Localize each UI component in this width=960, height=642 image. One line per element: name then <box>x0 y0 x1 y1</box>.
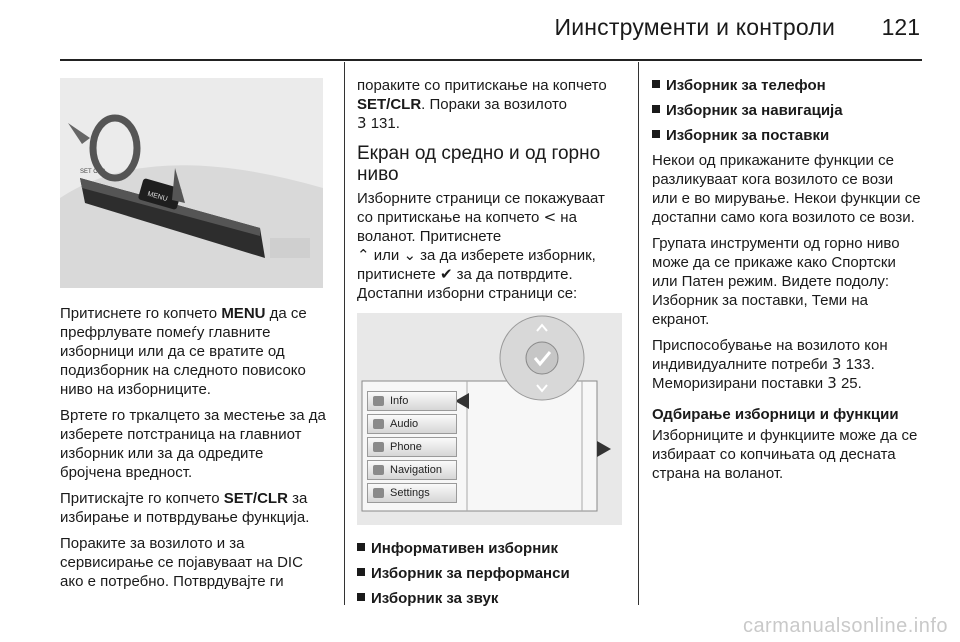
stalk-illustration <box>60 78 323 288</box>
column-divider-2 <box>638 62 639 605</box>
paragraph-functions: Некои од прикажаните функции се разликуваат кога возилото се вози или е во мирување. Некои функции се достапни само кога возилото се вози. <box>652 152 921 226</box>
paragraph-wheel: Вртете го тркалцето за местење за да изберете потстраница на главниот изборник или за да одредите бројчена вредност. <box>60 407 326 481</box>
list-item: Изборник за телефон <box>652 76 922 95</box>
settings-icon <box>373 488 384 498</box>
steering-stalk-drawing <box>60 78 323 288</box>
right-column <box>652 76 922 490</box>
menu-item-audio[interactable]: Audio <box>367 414 457 434</box>
phone-icon <box>373 442 384 452</box>
paragraph-select-menus: Изборниците и функциите може да се избираат со копчињата од десната страна на воланот. <box>652 427 918 482</box>
header-rule <box>60 59 922 61</box>
left-column <box>60 304 328 598</box>
audio-icon <box>373 419 384 429</box>
list-item: Изборник за навигација <box>652 101 922 120</box>
section-subheading-select: Одбирање изборници и функции <box>652 406 899 423</box>
display-menu-list <box>367 391 457 506</box>
column-divider-1 <box>344 62 345 605</box>
paragraph-personalize: Приспособување на возилото кон индивидуалните потреби 3 133. <box>652 337 888 373</box>
middle-column <box>357 76 625 310</box>
menu-item-navigation[interactable]: Navigation <box>367 460 457 480</box>
list-item: Изборник за звук <box>357 589 625 608</box>
menu-display-illustration <box>357 313 622 525</box>
menu-item-settings[interactable]: Settings <box>367 483 457 503</box>
paragraph-menu: Притиснете го копчето MENU да се префрлувате помеѓу главните изборници или да се вратите од подизборник на следното повисоко ниво на изборниците. <box>60 305 307 398</box>
paragraph-available: Достапни изборни страници се: <box>357 285 578 302</box>
section-heading-display: Екран од средно и од горно ниво <box>357 143 601 185</box>
stalk-menu-label: MENU <box>146 190 169 204</box>
stalk-setclr-label: SET CLR <box>80 169 106 175</box>
list-item: Изборник за поставки <box>652 126 922 145</box>
paragraph-pages: Изборните страници се покажуваат со притискање на копчето < на воланот. Притиснете <box>357 190 605 245</box>
paragraph-setclr: Притискајте го копчето SET/CLR за избирање и потврдување функција. <box>60 490 310 526</box>
paragraph-dic: Пораките за возилото и за сервисирање се појавуваат на DIC ако е потребно. Потврдувајте ги <box>60 535 303 590</box>
list-item: Информативен изборник <box>357 539 625 558</box>
paragraph-select: ⌃ или ⌄ за да изберете изборник, притиснете ✔ за да потврдите. <box>357 246 596 283</box>
paragraph-cluster: Групата инструменти од горно ниво може да се прикаже како Спортски или Патен режим. Видете подолу: Изборник за поставки, Теми на екранот. <box>652 235 900 328</box>
info-icon <box>373 396 384 406</box>
page-number: 121 <box>881 14 920 40</box>
paragraph-messages: пораките со притискање на копчето SET/CLR. Пораки за возилото 3 131. <box>357 77 607 132</box>
menu-item-info[interactable]: Info <box>367 391 457 411</box>
page-header-title: Иинструменти и контроли <box>554 14 835 40</box>
paragraph-memory: Меморизирани поставки 3 25. <box>652 374 862 392</box>
list-item: Изборник за перформанси <box>357 564 625 583</box>
middle-bullets <box>357 539 625 614</box>
menu-item-phone[interactable]: Phone <box>367 437 457 457</box>
watermark: carmanualsonline.info <box>742 615 948 637</box>
navigation-icon <box>373 465 384 475</box>
